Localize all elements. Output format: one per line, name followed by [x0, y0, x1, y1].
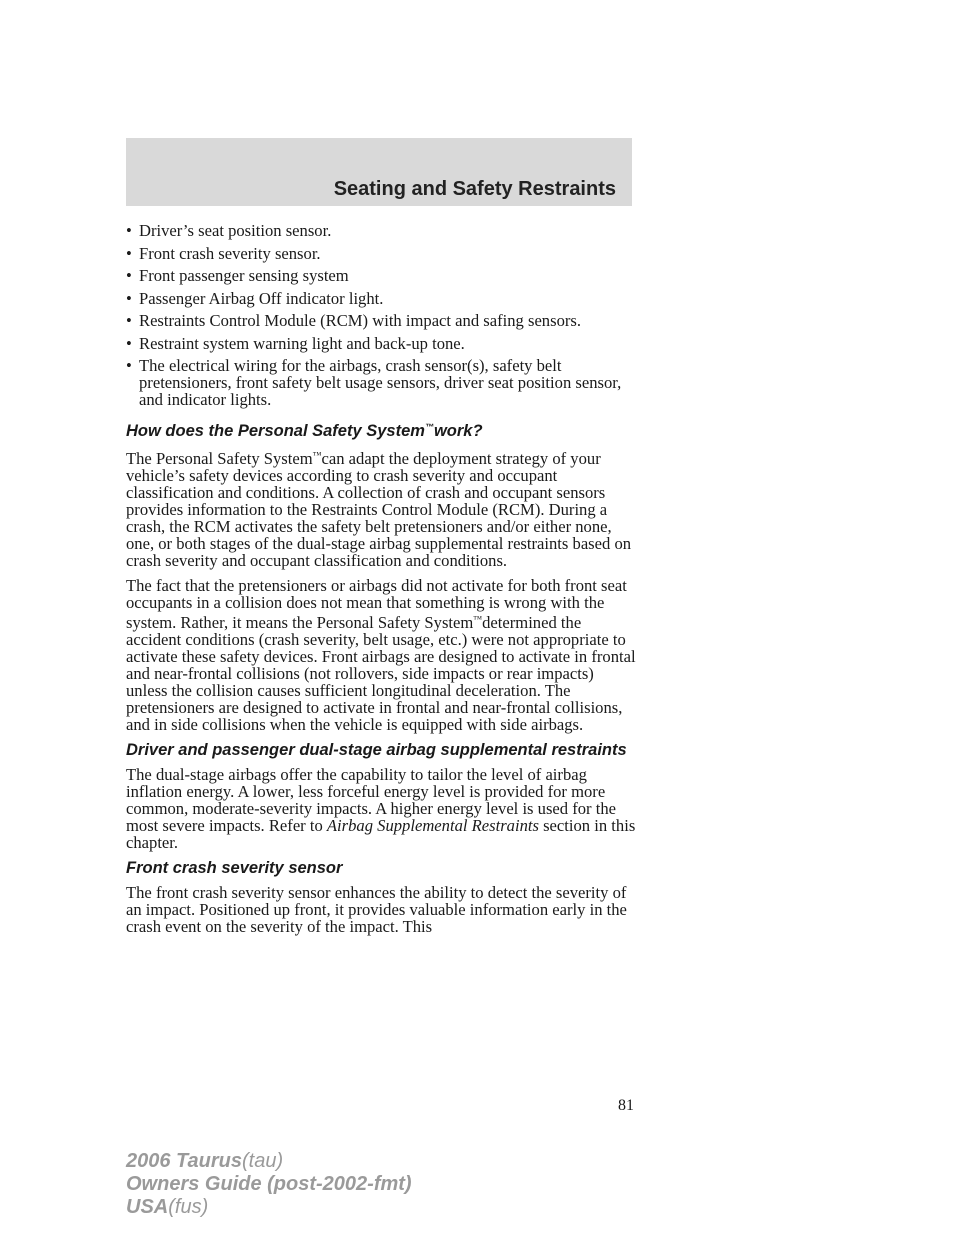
page-content	[126, 222, 636, 943]
bullet-icon: •	[126, 333, 132, 353]
footer-line: 2006 Taurus(tau)	[126, 1150, 284, 1172]
heading-front-crash-sensor: Front crash severity sensor	[126, 859, 343, 877]
footer-line: USA(fus)	[126, 1196, 209, 1218]
bullet-icon: •	[126, 243, 132, 263]
bullet-icon: •	[126, 221, 132, 240]
list-item: • Restraints Control Module (RCM) with impact and safing sensors.	[126, 311, 581, 330]
paragraph: The front crash severity sensor enhances the ability to detect the severity of an impact. Positioned up front, it provides valuable information early in the crash event on the severity of the impact. This	[126, 883, 627, 936]
paragraph: The Personal Safety System™can adapt the deployment strategy of your vehicle’s safety devices according to crash severity and occupant classification and conditions. A collection of crash and occupant sensors provides information to the Restraints Control Module (RCM). During a crash, the RCM activates the safety belt pretensioners and/or either none, one, or both stages of the dual-stage airbag supplemental restraints based on crash severity and occupant classification and conditions.	[126, 449, 632, 570]
trademark-icon: ™	[473, 614, 483, 624]
heading-dual-stage-airbags: Driver and passenger dual-stage airbag supplemental restraints	[126, 741, 627, 759]
footer-line: Owners Guide (post-2002-fmt)	[126, 1173, 412, 1195]
heading-how-it-works: How does the Personal Safety System™work?	[126, 422, 483, 440]
cross-reference: Airbag Supplemental Restraints	[326, 816, 539, 835]
paragraph: The fact that the pretensioners or airbags did not activate for both front seat occupants in a collision does not mean that something is wrong with the system. Rather, it means the Personal Safety System™determined the accident conditions (crash severity, belt usage, etc.) were not appropriate to activate these safety devices. Front airbags are designed to activate in frontal and near-frontal collisions (not rollovers, side impacts or rear impacts) unless the collision causes sufficient longitudinal deceleration. The pretensioners are designed to activate in frontal and near-frontal collisions, and in side collisions when the vehicle is equipped with side airbags.	[126, 576, 636, 734]
list-item: • Front passenger sensing system	[126, 266, 349, 285]
document-footer	[126, 1150, 412, 1219]
bullet-icon: •	[126, 288, 132, 308]
bullet-icon: •	[126, 356, 132, 375]
trademark-icon: ™	[312, 450, 322, 460]
list-item: • The electrical wiring for the airbags, crash sensor(s), safety belt pretensioners, front safety belt usage sensors, driver seat position sensor, and indicator lights.	[126, 356, 622, 409]
list-item: • Front crash severity sensor.	[126, 243, 321, 263]
list-item: • Passenger Airbag Off indicator light.	[126, 288, 384, 308]
list-item: • Driver’s seat position sensor.	[126, 221, 332, 240]
page-number: 81	[618, 1097, 634, 1114]
list-item: • Restraint system warning light and back-up tone.	[126, 333, 465, 353]
paragraph: The dual-stage airbags offer the capability to tailor the level of airbag inflation energy. A lower, less forceful energy level is provided for more common, moderate-severity impacts. A higher energy level is used for the most severe impacts. Refer to Airbag Supplemental Restraints section in this chapter.	[126, 765, 636, 852]
section-header-bar	[126, 138, 632, 206]
bullet-icon: •	[126, 311, 132, 330]
bullet-icon: •	[126, 266, 132, 285]
trademark-icon: ™	[424, 422, 434, 432]
section-title: Seating and Safety Restraints	[333, 178, 616, 200]
component-list	[126, 222, 636, 408]
